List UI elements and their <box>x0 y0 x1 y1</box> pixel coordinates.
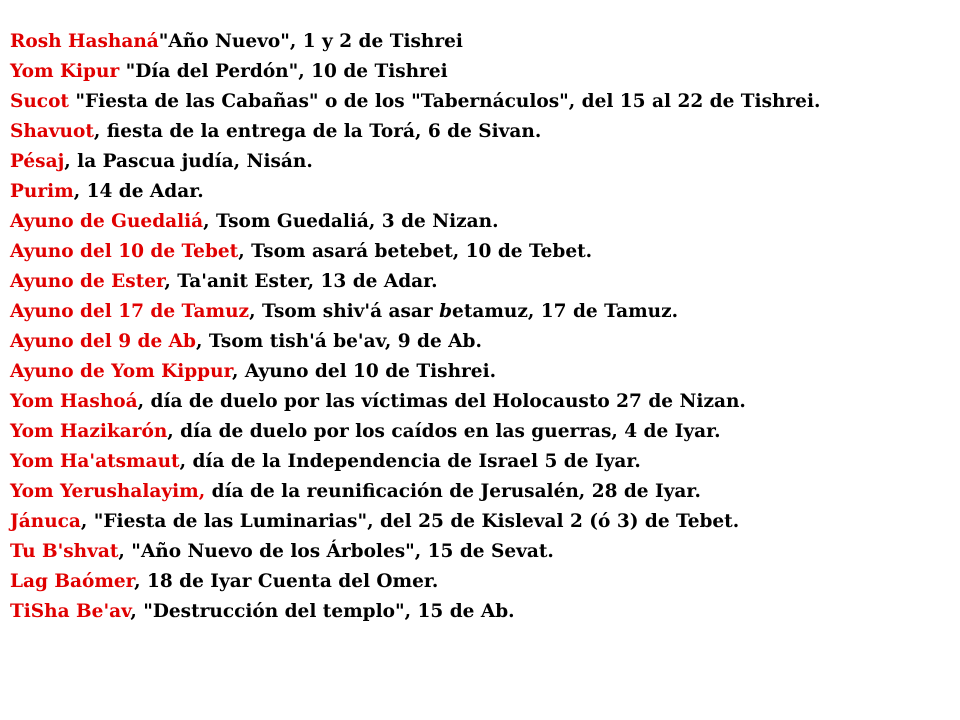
holiday-description: "Día del Perdón", 10 de Tishrei <box>119 61 448 82</box>
holiday-description: , Tsom Guedaliá, 3 de Nizan. <box>203 211 499 232</box>
holiday-description: , "Fiesta de las Luminarias", del 25 de Kisleval 2 (ó 3) de Tebet. <box>80 511 740 532</box>
holiday-name: Ayuno del 9 de Ab <box>10 331 196 352</box>
holiday-name: Ayuno de Yom Kippur <box>10 361 232 382</box>
list-item <box>10 117 820 147</box>
list-item <box>10 207 820 237</box>
holiday-name: Yom Yerushalayim, <box>10 481 206 502</box>
list-item <box>10 327 820 357</box>
list-item <box>10 447 820 477</box>
holiday-description: , la Pascua judía, Nisán. <box>64 151 313 172</box>
holiday-name: Sucot <box>10 91 69 112</box>
list-item <box>10 147 820 177</box>
list-item <box>10 597 820 627</box>
list-item <box>10 267 820 297</box>
list-item <box>10 567 820 597</box>
holiday-description: día de la reunificación de Jerusalén, 28 de Iyar. <box>205 481 701 502</box>
holiday-name: Purim <box>10 181 74 202</box>
holiday-description: , Tsom shiv'á asar <box>249 301 440 322</box>
holiday-description: , día de duelo por los caídos en las guerras, 4 de Iyar. <box>167 421 721 442</box>
holiday-description: "Fiesta de las Cabañas" o de los "Tabernáculos", del 15 al 22 de Tishrei. <box>68 91 821 112</box>
list-item <box>10 177 820 207</box>
holiday-name: Yom Hashoá <box>10 391 138 412</box>
list-item <box>10 417 820 447</box>
holiday-description: , día de duelo por las víctimas del Holocausto 27 de Nizan. <box>137 391 746 412</box>
holiday-name: Rosh Hashaná <box>10 31 159 52</box>
list-item <box>10 237 820 267</box>
holiday-description: , Ayuno del 10 de Tishrei. <box>231 361 497 382</box>
list-item <box>10 477 820 507</box>
holiday-name: Pésaj <box>10 151 65 172</box>
holiday-name: Ayuno de Ester <box>10 271 165 292</box>
holiday-name: Ayuno de Guedaliá <box>10 211 204 232</box>
holiday-description: , Tsom asará betebet, 10 de Tebet. <box>238 241 593 262</box>
list-item <box>10 387 820 417</box>
holiday-description: , "Destrucción del templo", 15 de Ab. <box>130 601 515 622</box>
holiday-name: Yom Hazikarón <box>10 421 168 442</box>
holiday-name: Ayuno del 17 de Tamuz <box>10 301 250 322</box>
list-item <box>10 57 820 87</box>
list-item <box>10 507 820 537</box>
holiday-description: , Ta'anit Ester, 13 de Adar. <box>164 271 438 292</box>
holiday-description: , fiesta de la entrega de la Torá, 6 de Sivan. <box>93 121 542 142</box>
list-item <box>10 27 820 57</box>
holiday-name: Yom Kipur <box>10 61 120 82</box>
holiday-name: TiSha Be'av <box>10 601 131 622</box>
holiday-name: Jánuca <box>10 511 81 532</box>
list-item <box>10 297 820 327</box>
holiday-name: Yom Ha'atsmaut <box>10 451 180 472</box>
holiday-description: , "Año Nuevo de los Árboles", 15 de Sevat. <box>118 541 554 562</box>
holiday-description: , día de la Independencia de Israel 5 de Iyar. <box>179 451 641 472</box>
holiday-name: Shavuot <box>10 121 94 142</box>
holiday-description: , 14 de Adar. <box>73 181 204 202</box>
holiday-description: , 18 de Iyar Cuenta del Omer. <box>134 571 439 592</box>
list-item <box>10 357 820 387</box>
holiday-description: , Tsom tish'á be'av, 9 de Ab. <box>195 331 482 352</box>
holiday-description-italic: b <box>439 301 453 322</box>
holiday-description: etamuz, 17 de Tamuz. <box>452 301 679 322</box>
holiday-name: Ayuno del 10 de Tebet <box>10 241 239 262</box>
holiday-name: Lag Baómer <box>10 571 135 592</box>
holiday-list <box>10 27 820 627</box>
holiday-name: Tu B'shvat <box>10 541 119 562</box>
list-item <box>10 537 820 567</box>
list-item <box>10 87 820 117</box>
holiday-description: "Año Nuevo", 1 y 2 de Tishrei <box>158 31 463 52</box>
